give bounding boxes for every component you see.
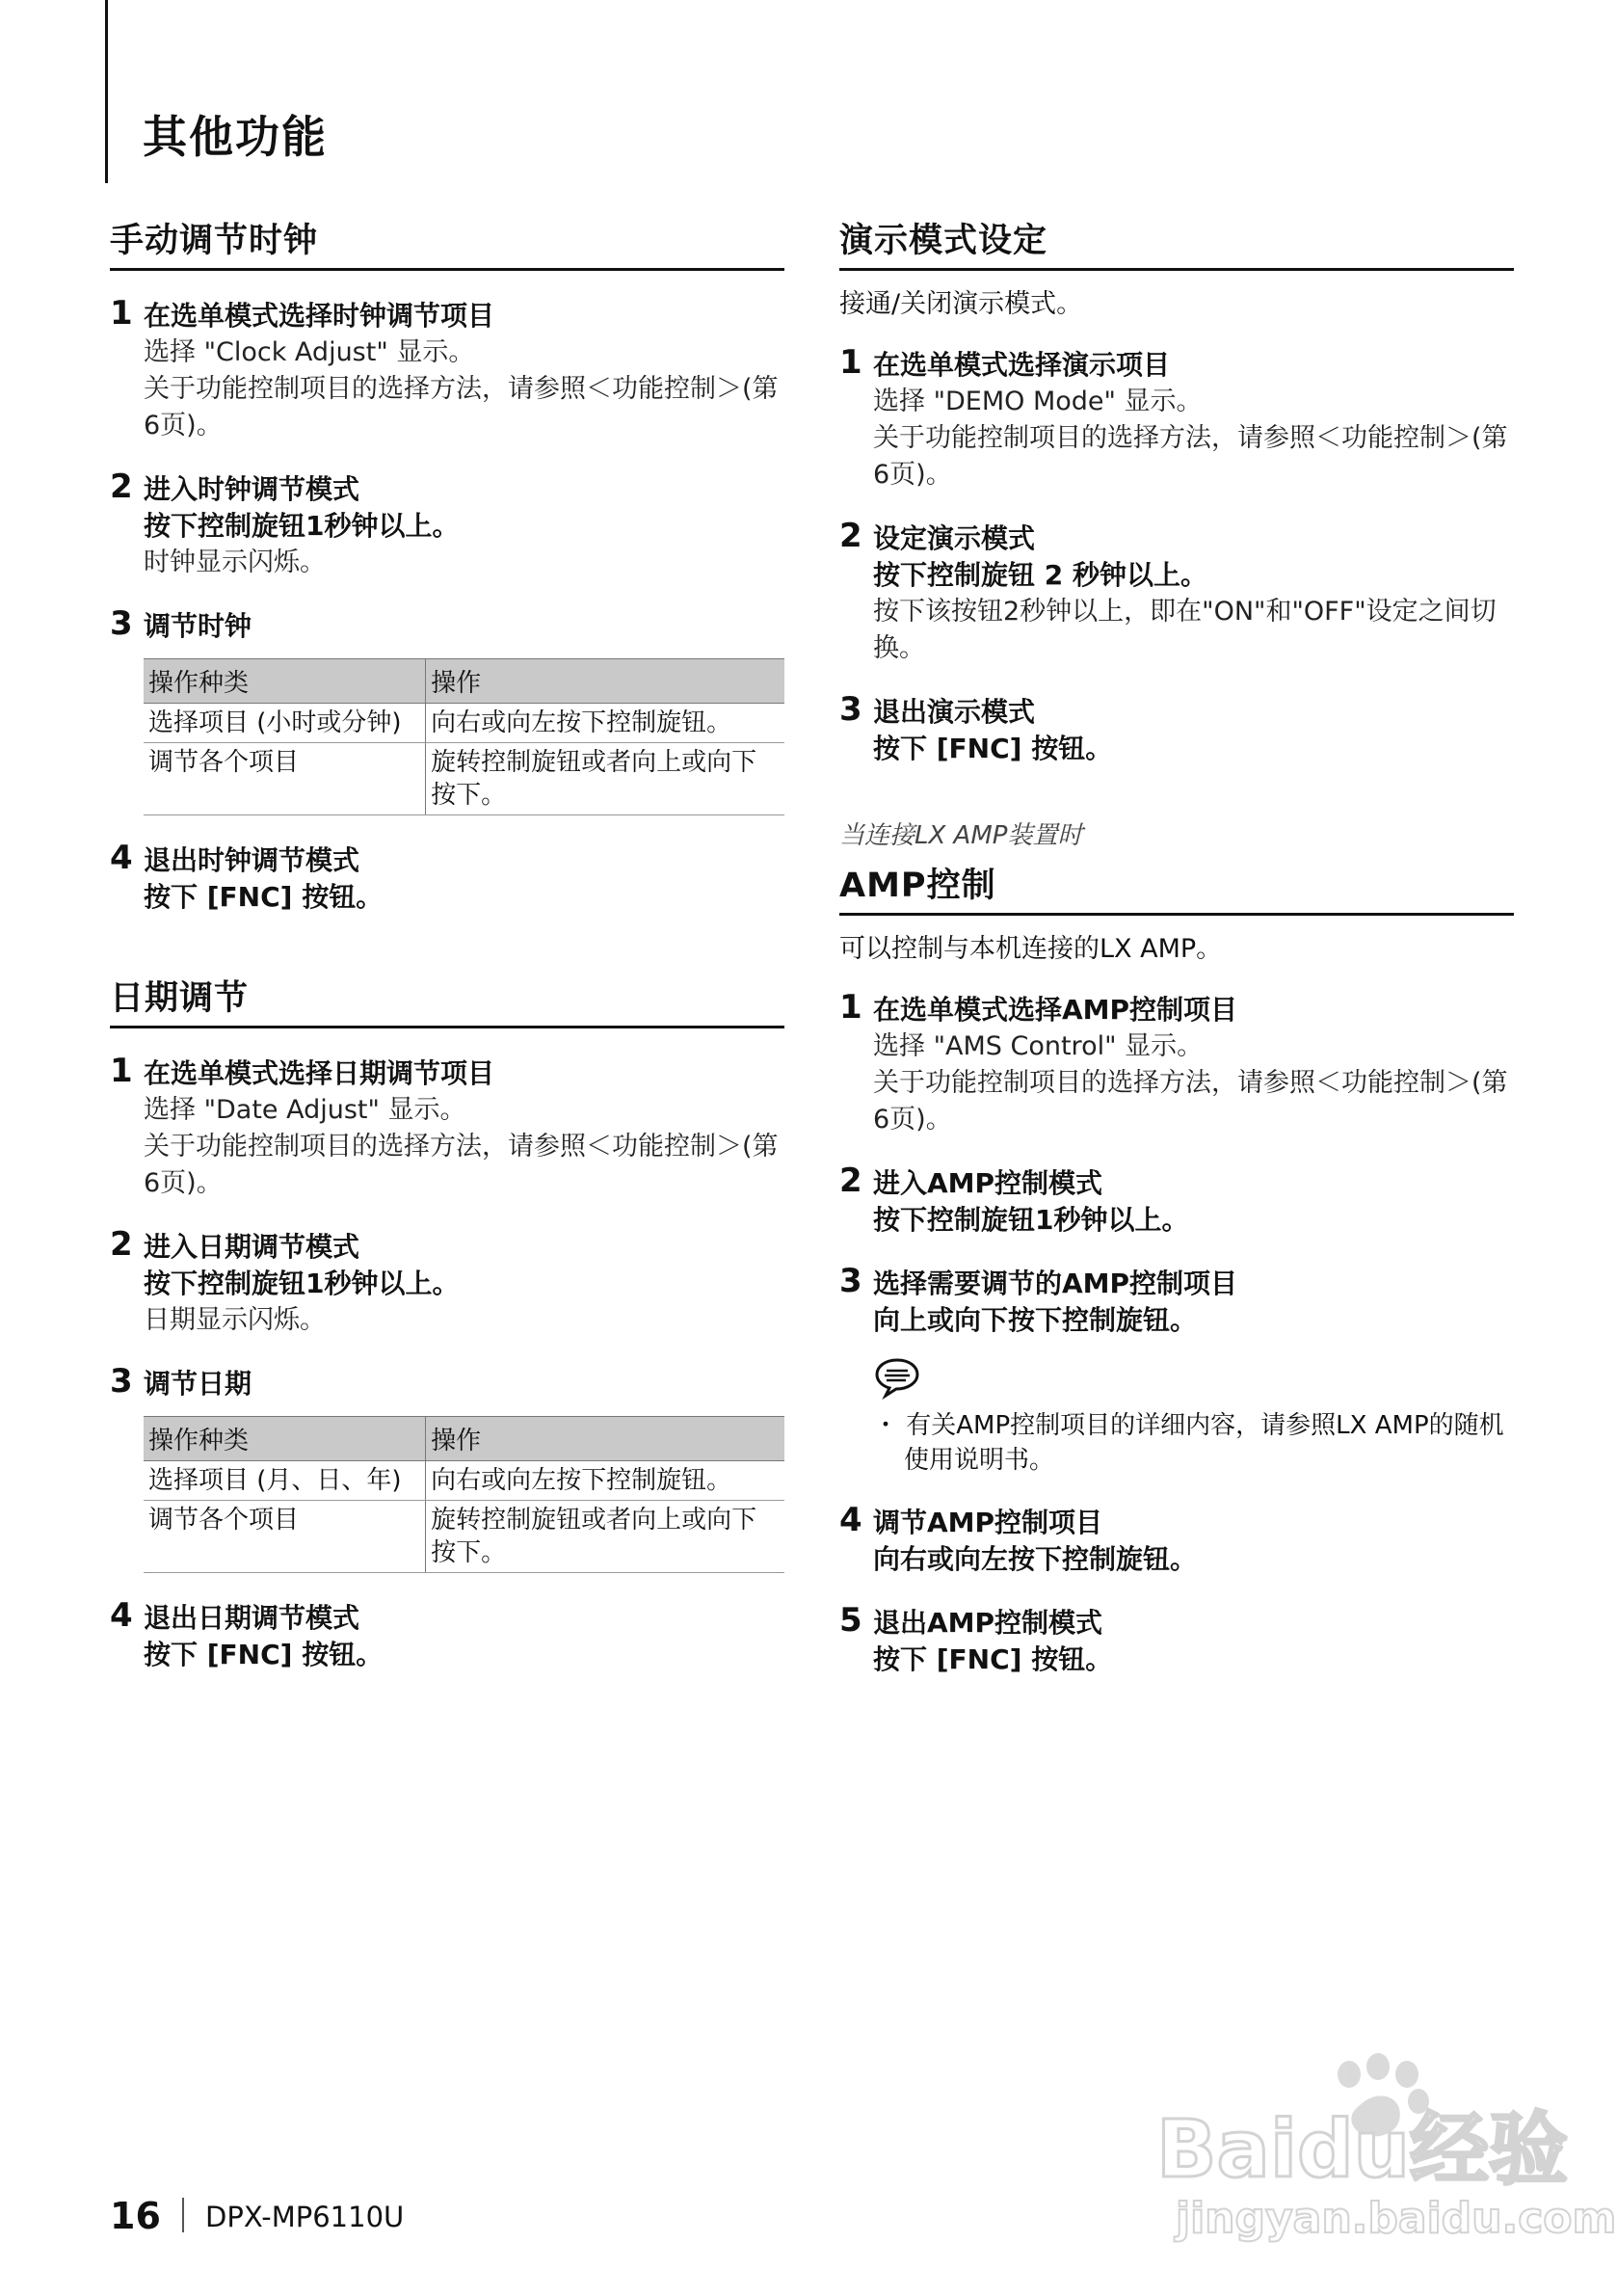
demo-heading: 演示模式设定 [839,214,1514,271]
step-title: 在选单模式选择AMP控制项目 [873,994,1238,1026]
table-cell: 调节各个项目 [144,743,426,815]
date-step-1 [110,1052,784,1202]
step-action: 向右或向左按下控制旋钮。 [873,1543,1198,1575]
step-title: 退出日期调节模式 [144,1602,360,1634]
step-title: 进入时钟调节模式 [144,473,360,505]
table-header: 操作种类 [144,1417,426,1461]
clock-step-1 [110,294,784,444]
amp-step-5 [839,1601,1514,1678]
step-action: 按下 [FNC] 按钮。 [144,1639,384,1670]
step-title: 调节AMP控制项目 [873,1507,1103,1538]
step-desc: 关于功能控制项目的选择方法，请参照＜功能控制＞(第6页)。 [873,1068,1508,1135]
left-column [110,214,784,1673]
step-number: 3 [839,1262,862,1300]
date-operation-table [144,1416,784,1573]
amp-heading: AMP控制 [839,859,1514,916]
demo-section [839,214,1514,767]
table-cell: 调节各个项目 [144,1501,426,1573]
step-action: 按下 [FNC] 按钮。 [873,1643,1113,1675]
step-action: 向上或向下按下控制旋钮。 [873,1304,1198,1336]
step-title: 退出时钟调节模式 [144,844,360,876]
clock-step-3 [110,604,784,815]
step-title: 退出AMP控制模式 [873,1607,1103,1639]
clock-heading: 手动调节时钟 [110,214,784,271]
baidu-jingyan-watermark [1147,2053,1617,2246]
demo-step-2 [839,517,1514,667]
demo-step-1 [839,343,1514,494]
step-number: 3 [110,604,133,643]
table-header: 操作种类 [144,659,426,704]
step-number: 2 [110,1225,133,1264]
table-cell: 旋转控制旋钮或者向上或向下按下。 [426,1501,784,1573]
step-title: 进入AMP控制模式 [873,1167,1103,1199]
amp-step-3 [839,1262,1514,1339]
step-desc: 选择 "AMS Control" 显示。 [873,1031,1204,1061]
step-number: 2 [839,517,862,555]
amp-step-2 [839,1161,1514,1239]
demo-intro: 接通/关闭演示模式。 [839,289,1083,319]
watermark-brand: Baidu经验 [1156,2104,1569,2196]
step-desc: 日期显示闪烁。 [144,1305,326,1335]
clock-section [110,214,784,916]
step-number: 2 [110,467,133,506]
step-number: 1 [839,988,862,1027]
amp-step-4 [839,1501,1514,1578]
demo-step-3 [839,690,1514,767]
date-heading: 日期调节 [110,972,784,1028]
table-row [144,743,784,815]
step-number: 4 [839,1501,862,1539]
step-number: 3 [839,690,862,729]
amp-intro: 可以控制与本机连接的LX AMP。 [839,934,1223,964]
amp-condition: 当连接LX AMP装置时 [839,821,1083,850]
table-row [144,704,784,743]
date-section [110,972,784,1673]
step-title: 选择需要调节的AMP控制项目 [873,1268,1238,1299]
step-title: 在选单模式选择日期调节项目 [144,1057,495,1089]
table-header-row [144,1417,784,1461]
table-cell: 向右或向左按下控制旋钮。 [426,1461,784,1501]
step-desc: 关于功能控制项目的选择方法，请参照＜功能控制＞(第6页)。 [144,374,779,441]
table-cell: 选择项目 (月、日、年) [144,1461,426,1501]
table-header-row [144,659,784,704]
step-action: 按下控制旋钮 2 秒钟以上。 [873,559,1207,591]
table-header: 操作 [426,659,784,704]
note-text: ・ 有关AMP控制项目的详细内容，请参照LX AMP的随机使用说明书。 [873,1411,1504,1475]
footer-divider [182,2198,184,2232]
step-title: 调节日期 [144,1368,252,1400]
watermark-url: jingyan.baidu.com [1176,2194,1617,2243]
clock-step-4 [110,839,784,916]
amp-section [839,815,1514,1678]
step-number: 1 [110,1052,133,1090]
date-step-4 [110,1596,784,1673]
amp-note [839,1356,1514,1478]
table-cell: 向右或向左按下控制旋钮。 [426,704,784,743]
step-desc: 选择 "DEMO Mode" 显示。 [873,387,1203,416]
step-desc: 选择 "Clock Adjust" 显示。 [144,337,475,367]
clock-step-2 [110,467,784,581]
table-row [144,1461,784,1501]
table-row [144,1501,784,1573]
date-step-2 [110,1225,784,1339]
step-desc: 关于功能控制项目的选择方法，请参照＜功能控制＞(第6页)。 [144,1132,779,1198]
step-action: 按下控制旋钮1秒钟以上。 [144,1268,460,1299]
step-number: 4 [110,839,133,877]
right-column [839,214,1514,1678]
amp-step-1 [839,988,1514,1138]
step-title: 退出演示模式 [873,696,1036,728]
note-icon [873,1356,921,1399]
table-header: 操作 [426,1417,784,1461]
page-edge-bar [105,0,108,183]
model-name: DPX-MP6110U [205,2201,405,2233]
step-title: 在选单模式选择演示项目 [873,349,1171,381]
step-title: 进入日期调节模式 [144,1231,360,1263]
step-desc: 时钟显示闪烁。 [144,547,326,577]
page-title: 其他功能 [143,111,328,163]
page-number: 16 [110,2195,161,2237]
step-action: 按下 [FNC] 按钮。 [144,881,384,913]
step-number: 1 [839,343,862,382]
step-number: 5 [839,1601,862,1640]
date-step-3 [110,1362,784,1573]
step-desc: 按下该按钮2秒钟以上，即在"ON"和"OFF"设定之间切换。 [873,597,1497,663]
clock-operation-table [144,658,784,815]
step-number: 4 [110,1596,133,1635]
table-cell: 选择项目 (小时或分钟) [144,704,426,743]
step-action: 按下控制旋钮1秒钟以上。 [873,1204,1189,1236]
step-action: 按下 [FNC] 按钮。 [873,733,1113,764]
step-title: 在选单模式选择时钟调节项目 [144,300,495,332]
step-action: 按下控制旋钮1秒钟以上。 [144,510,460,542]
step-number: 2 [839,1161,862,1200]
step-desc: 关于功能控制项目的选择方法，请参照＜功能控制＞(第6页)。 [873,423,1508,490]
step-desc: 选择 "Date Adjust" 显示。 [144,1095,466,1125]
step-number: 3 [110,1362,133,1401]
step-title: 设定演示模式 [873,522,1036,554]
step-title: 调节时钟 [144,610,252,642]
step-number: 1 [110,294,133,333]
table-cell: 旋转控制旋钮或者向上或向下按下。 [426,743,784,815]
